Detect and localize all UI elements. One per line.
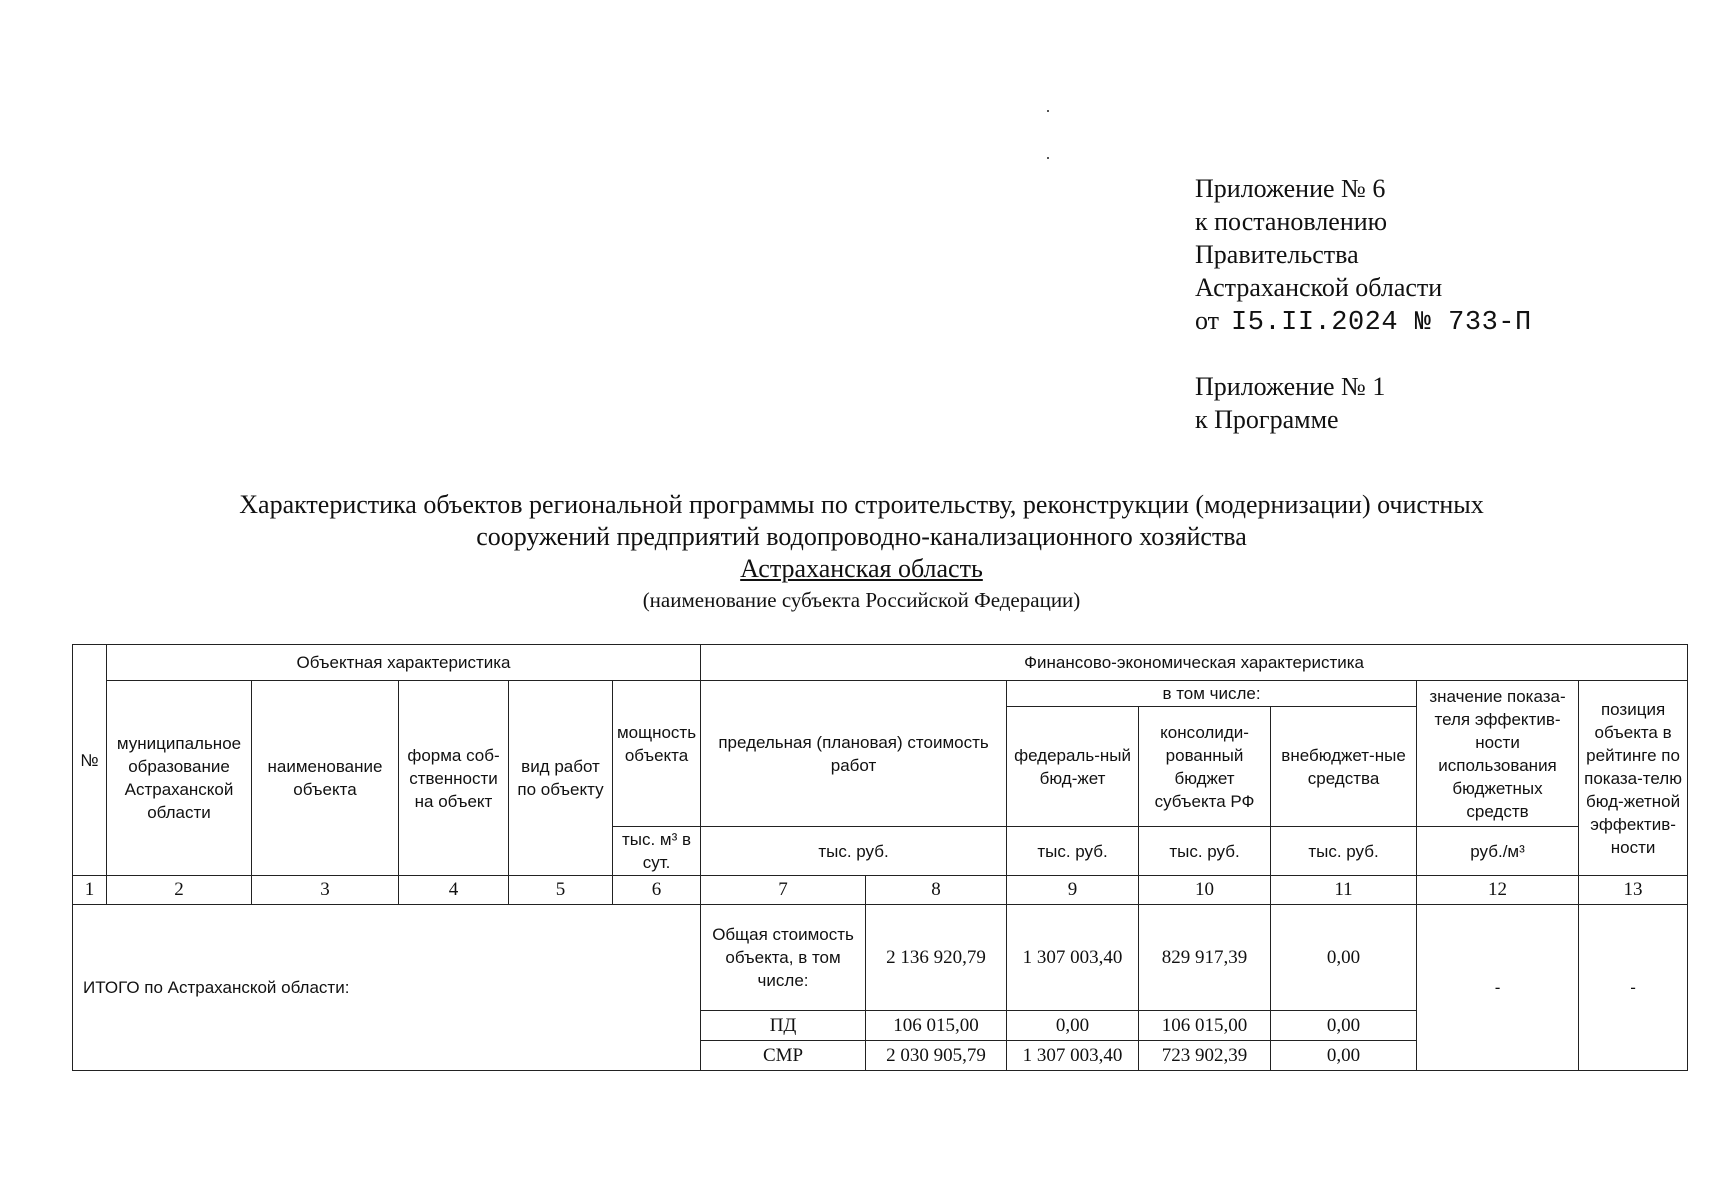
unit-cost: тыс. руб. (701, 827, 1007, 876)
header-cost: предельная (плановая) стоимость работ (701, 681, 1007, 827)
date-prefix: от (1195, 306, 1220, 335)
cost-type-overall: Общая стоимость объекта, в том числе: (701, 905, 866, 1011)
column-number: 4 (399, 876, 509, 905)
document-title (0, 489, 1723, 615)
unit-consolidated: тыс. руб. (1139, 827, 1271, 876)
header-work-type: вид работ по объекту (509, 681, 613, 876)
unit-efficiency: руб./м³ (1417, 827, 1579, 876)
header-efficiency: значение показа-теля эффектив-ности использования бюджетных средств (1417, 681, 1579, 827)
total-label: ИТОГО по Астраханской области: (73, 905, 701, 1071)
smr-federal: 1 307 003,40 (1007, 1041, 1139, 1071)
total-row-overall (73, 905, 1688, 1011)
column-number: 5 (509, 876, 613, 905)
unit-extrabudget: тыс. руб. (1271, 827, 1417, 876)
column-number: 11 (1271, 876, 1417, 905)
total-federal: 1 307 003,40 (1007, 905, 1139, 1011)
appendix-line-1: Приложение № 6 (1195, 174, 1386, 203)
column-number: 12 (1417, 876, 1579, 905)
total-rating: - (1579, 905, 1688, 1071)
smr-consolidated: 723 902,39 (1139, 1041, 1271, 1071)
appendix-line-6: Приложение № 1 (1195, 372, 1386, 401)
header-ownership: форма соб-ственности на объект (399, 681, 509, 876)
appendix-date-line (1195, 304, 1532, 340)
total-cost: 2 136 920,79 (866, 905, 1007, 1011)
total-efficiency: - (1417, 905, 1579, 1071)
header-federal: федераль-ный бюд-жет (1007, 707, 1139, 827)
header-row-2 (73, 681, 1688, 707)
header-row-groups (73, 645, 1688, 681)
header-rating: позиция объекта в рейтинге по показа-телю бюд-жетной эффектив-ности (1579, 681, 1688, 876)
title-line-1: Характеристика объектов региональной программы по строительству, реконструкции (модернизации) очистных (239, 490, 1484, 519)
column-number: 10 (1139, 876, 1271, 905)
header-municipality: муниципальное образование Астраханской области (107, 681, 252, 876)
appendix-line-2: к постановлению (1195, 207, 1388, 236)
appendix-line-7: к Программе (1195, 405, 1339, 434)
column-number: 8 (866, 876, 1007, 905)
header-capacity: мощность объекта (613, 681, 701, 827)
unit-federal: тыс. руб. (1007, 827, 1139, 876)
header-consolidated: консолиди-рованный бюджет субъекта РФ (1139, 707, 1271, 827)
total-extrabudget: 0,00 (1271, 905, 1417, 1011)
header-object-group: Объектная характеристика (107, 645, 701, 681)
cost-type-smr: СМР (701, 1041, 866, 1071)
column-number: 2 (107, 876, 252, 905)
column-number-row (73, 876, 1688, 905)
title-line-2: сооружений предприятий водопроводно-канализационного хозяйства (476, 522, 1247, 551)
total-consolidated: 829 917,39 (1139, 905, 1271, 1011)
pd-consolidated: 106 015,00 (1139, 1011, 1271, 1041)
header-num: № (73, 645, 107, 876)
cost-type-pd: ПД (701, 1011, 866, 1041)
header-finance-group: Финансово-экономическая характеристика (701, 645, 1688, 681)
appendix-block (1195, 172, 1532, 436)
column-number: 9 (1007, 876, 1139, 905)
column-number: 13 (1579, 876, 1688, 905)
header-including: в том числе: (1007, 681, 1417, 707)
pd-cost: 106 015,00 (866, 1011, 1007, 1041)
column-number: 7 (701, 876, 866, 905)
pd-federal: 0,00 (1007, 1011, 1139, 1041)
smr-extrabudget: 0,00 (1271, 1041, 1417, 1071)
scan-speck (1047, 157, 1049, 159)
region-caption: (наименование субъекта Российской Федерации) (642, 588, 1081, 612)
column-number: 3 (252, 876, 399, 905)
column-number: 1 (73, 876, 107, 905)
region-name: Астраханская область (740, 554, 983, 583)
date-stamp: I5.II.2024 № 733-П (1231, 308, 1532, 338)
column-number: 6 (613, 876, 701, 905)
header-object-name: наименование объекта (252, 681, 399, 876)
scan-speck (1047, 110, 1049, 112)
pd-extrabudget: 0,00 (1271, 1011, 1417, 1041)
objects-table (72, 644, 1688, 1071)
header-extrabudget: внебюджет-ные средства (1271, 707, 1417, 827)
smr-cost: 2 030 905,79 (866, 1041, 1007, 1071)
unit-capacity: тыс. м³ в сут. (613, 827, 701, 876)
appendix-line-4: Астраханской области (1195, 273, 1443, 302)
appendix-line-3: Правительства (1195, 240, 1359, 269)
